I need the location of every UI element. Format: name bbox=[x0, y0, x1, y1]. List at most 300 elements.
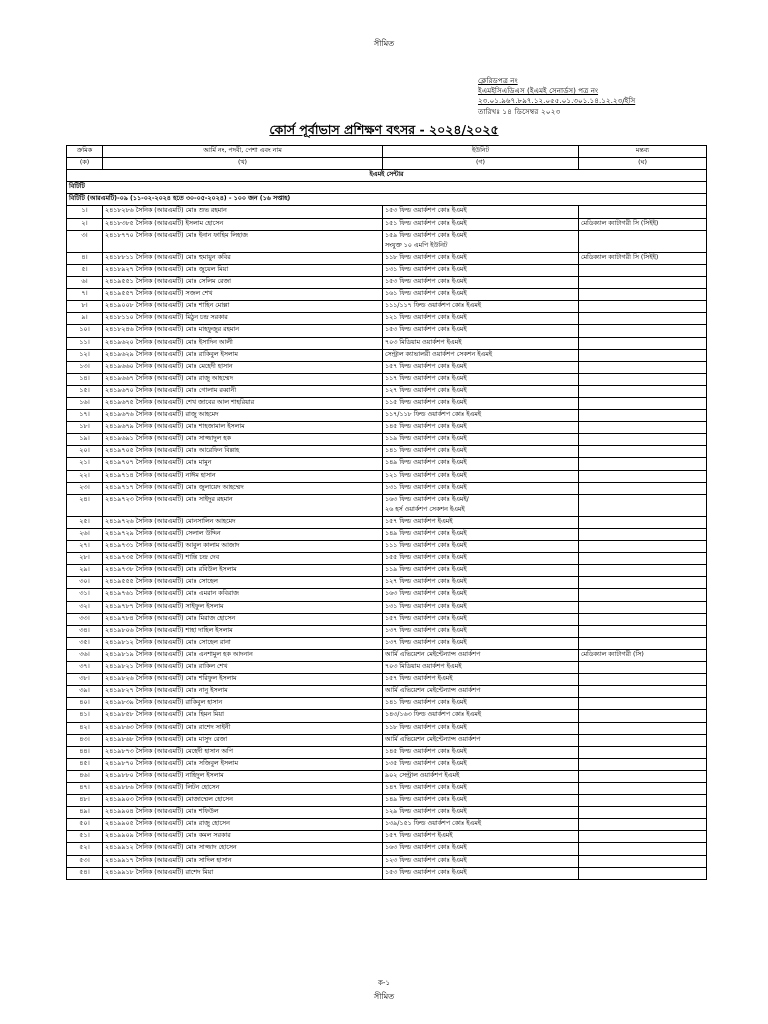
row-serial: ৩৭। bbox=[67, 662, 103, 674]
row-unit bbox=[383, 277, 579, 289]
row-name: ২৪১৮২৪৬ সৈনিক (আরএমটি) মোঃ মাহফুজুর রহমান bbox=[103, 325, 383, 337]
row-unit-line: ১৩৭ ফিল্ড ওয়ার্কশপ কোঃ ইএমই bbox=[385, 626, 467, 634]
row-name: ২৪১৯৭০৫ সৈনিক (আরএমটি) মোঃ আরেফিন বিল্লাহ bbox=[103, 446, 383, 458]
row-name: ২৪১৯৫৫৫ সৈনিক (আরএমটি) মোঃ সোহেল bbox=[103, 577, 383, 589]
table-row bbox=[67, 746, 707, 758]
table-row bbox=[67, 807, 707, 819]
row-serial: ১৬। bbox=[67, 397, 103, 409]
row-unit-line: ১৪১ ফিল্ড ওয়ার্কশপ কোঃ ইএমই bbox=[385, 699, 467, 707]
table-row bbox=[67, 349, 707, 361]
table-row bbox=[67, 422, 707, 434]
row-unit bbox=[383, 361, 579, 373]
table-row bbox=[67, 686, 707, 698]
row-serial: ৪৬। bbox=[67, 770, 103, 782]
row-serial: ১৫। bbox=[67, 385, 103, 397]
row-serial: ৩৬। bbox=[67, 649, 103, 661]
row-serial: ২৮। bbox=[67, 553, 103, 565]
table-row bbox=[67, 565, 707, 577]
table-row bbox=[67, 218, 707, 230]
ref-line-2: ইএমইসিএডিএস (ইএমই সেনার্ডস) পত্র নং bbox=[478, 86, 599, 96]
row-unit-line: ১৫৩ ফিল্ড ওয়ার্কশপ কোঃ ইএমই bbox=[385, 278, 467, 286]
row-unit-line: ১৫৩ ফিল্ড ওয়ার্কশপ কোঃ ইএমই bbox=[385, 868, 467, 876]
table-row bbox=[67, 843, 707, 855]
row-unit bbox=[383, 529, 579, 541]
table-row bbox=[67, 206, 707, 218]
row-serial: ৫। bbox=[67, 264, 103, 276]
row-unit-line: ১৩৯/১৫১ ফিল্ড ওয়ার্কশপ কোঃ ইএমই bbox=[385, 820, 482, 828]
row-remark bbox=[579, 782, 707, 794]
ref-date bbox=[478, 107, 635, 117]
row-serial: ৪৯। bbox=[67, 807, 103, 819]
table-row bbox=[67, 446, 707, 458]
row-unit bbox=[383, 613, 579, 625]
row-unit-line: আর্মি এভিয়েশন মেইন্টেন্যান্স ওয়ার্কশপ bbox=[385, 735, 481, 743]
row-remark bbox=[579, 529, 707, 541]
row-name: ২৪১৯৬২৯ সৈনিক (আরএমটি) মোঃ রাকিবুল ইসলাম bbox=[103, 349, 383, 361]
row-serial: ৪৪। bbox=[67, 746, 103, 758]
row-unit-line-2: সংযুক্ত ১০ এমপি ইউনিট bbox=[385, 241, 448, 249]
table-row bbox=[67, 722, 707, 734]
row-remark bbox=[579, 807, 707, 819]
row-serial: ৪৫। bbox=[67, 758, 103, 770]
row-unit-line-2: ২৬ হর্স ওয়ার্কশপ সেকশন ইএমই bbox=[385, 505, 465, 513]
table-row bbox=[67, 589, 707, 601]
row-name: ২৪১৯৭৩৮ সৈনিক (আরএমটি) মোঃ রবিউল ইসলাম bbox=[103, 565, 383, 577]
row-remark bbox=[579, 722, 707, 734]
table-row bbox=[67, 819, 707, 831]
row-name: ২৪১৯৭৩১ সৈনিক (আরএমটি) আবুল কালাম আজাদ bbox=[103, 541, 383, 553]
row-remark bbox=[579, 637, 707, 649]
row-serial: ২৩। bbox=[67, 482, 103, 494]
table-row bbox=[67, 577, 707, 589]
row-unit bbox=[383, 252, 579, 264]
row-name: ২৪১৮৭৭০ সৈনিক (আরএমটি) মোঃ ইনান ফাহিম লিহাজ bbox=[103, 230, 383, 252]
table-row bbox=[67, 410, 707, 422]
row-name: ২৪১৯৭১৭ সৈনিক (আরএমটি) মোঃ জুলায়েদ আহম্মেদ bbox=[103, 482, 383, 494]
row-unit-line: ১১৮ ফিল্ড ওয়ার্কশপ কোঃ ইএমই bbox=[385, 723, 467, 731]
table-row bbox=[67, 758, 707, 770]
row-remark bbox=[579, 855, 707, 867]
row-unit-line: ১১১/১১৭ ফিল্ড ওয়ার্কশপ কোঃ ইএমই bbox=[385, 302, 482, 310]
row-name: ২৪১৯৭২৬ সৈনিক (আরএমটি) মোনসালিন আহমেদ bbox=[103, 516, 383, 528]
row-remark bbox=[579, 565, 707, 577]
row-unit-line: ১৪৫ ফিল্ড ওয়ার্কশপ কোঃ ইএমই bbox=[385, 423, 467, 431]
subheader-gha: (ঘ) bbox=[579, 158, 707, 170]
row-unit-line: ১৬৩ ফিল্ড ওয়ার্কশপ কোঃ ইএমই bbox=[385, 590, 467, 598]
row-unit bbox=[383, 843, 579, 855]
row-unit bbox=[383, 577, 579, 589]
row-serial: ৬। bbox=[67, 277, 103, 289]
row-remark bbox=[579, 613, 707, 625]
row-unit bbox=[383, 218, 579, 230]
row-unit bbox=[383, 625, 579, 637]
row-serial: ১১। bbox=[67, 337, 103, 349]
row-remark bbox=[579, 819, 707, 831]
row-serial: ৭। bbox=[67, 289, 103, 301]
table-row bbox=[67, 867, 707, 879]
row-unit bbox=[383, 422, 579, 434]
header-name: আর্মি নং, পদবী, পেশা এবং নাম bbox=[103, 146, 383, 158]
row-remark bbox=[579, 686, 707, 698]
section-title: ইএমই সেন্টার bbox=[67, 170, 707, 182]
row-remark bbox=[579, 541, 707, 553]
row-unit-line: ১৬১ ফিল্ড ওয়ার্কশপ কোঃ ইএমই bbox=[385, 290, 467, 298]
course-table-body bbox=[67, 146, 707, 880]
row-remark bbox=[579, 446, 707, 458]
row-remark bbox=[579, 349, 707, 361]
row-unit-line: ১৫৭ ফিল্ড ওয়ার্কশপ ইএমই bbox=[385, 675, 453, 683]
table-row bbox=[67, 301, 707, 313]
row-serial: ১৮। bbox=[67, 422, 103, 434]
table-row bbox=[67, 674, 707, 686]
row-name: ২৪১৮২৮৬ সৈনিক (আরএমটি) মোঃ শুভ রহমান bbox=[103, 206, 383, 218]
table-row bbox=[67, 831, 707, 843]
row-serial: ১৯। bbox=[67, 434, 103, 446]
row-name: ২৪১৯৮৮৬ সৈনিক (আরএমটি) লিটন হোসেন bbox=[103, 782, 383, 794]
row-serial: ২। bbox=[67, 218, 103, 230]
row-name: ২৪১৯৯০৪ সৈনিক (আরএমটি) মোঃ শফিউল bbox=[103, 807, 383, 819]
row-unit bbox=[383, 397, 579, 409]
table-row bbox=[67, 649, 707, 661]
row-name: ২৪১৯৭২৩ সৈনিক (আরএমটি) মোঃ সাইদুর রহমান bbox=[103, 494, 383, 516]
row-remark bbox=[579, 698, 707, 710]
row-remark bbox=[579, 601, 707, 613]
row-unit bbox=[383, 516, 579, 528]
row-serial: ৮। bbox=[67, 301, 103, 313]
row-name: ২৪১৯০০৮ সৈনিক (আরএমটি) মোঃ শাহিন মোল্লা bbox=[103, 301, 383, 313]
row-serial: ১৪। bbox=[67, 373, 103, 385]
row-unit-line: ১৬৩ ফিল্ড ওয়ার্কশপ কোঃ ইএমই/ bbox=[385, 495, 469, 503]
row-unit-line: ১৩১ ফিল্ড ওয়ার্কশপ কোঃ ইএমই bbox=[385, 265, 467, 273]
row-name: ২৪১৯৮৮০ সৈনিক (আরএমটি) নাহিদুল ইসলাম bbox=[103, 770, 383, 782]
row-name: ২৪১৯৮৫৮ সৈনিক (আরএমটি) মোঃ হিমন মিয়া bbox=[103, 710, 383, 722]
row-unit bbox=[383, 758, 579, 770]
row-serial: ৩০। bbox=[67, 577, 103, 589]
row-unit-line: ৭০৩ মিডিয়াম ওয়ার্কশপ ইএমই bbox=[385, 663, 462, 671]
row-name: ২৪১৯৮৬৩ সৈনিক (আরএমটি) মোঃ রাশেদ সাইনী bbox=[103, 722, 383, 734]
row-serial: ৪১। bbox=[67, 710, 103, 722]
course-row bbox=[67, 194, 707, 206]
row-serial: ২৬। bbox=[67, 529, 103, 541]
row-serial: ১৩। bbox=[67, 361, 103, 373]
row-name: ২৪১৯৯১৭ সৈনিক (আরএমটি) মোঃ সাদিল হাসান bbox=[103, 855, 383, 867]
row-unit-line: ১৪৯ ফিল্ড ওয়ার্কশপ কোঃ ইএমই bbox=[385, 459, 467, 467]
ref-line-3: ২৩.০১.৯৬৭.৮৯৭.১২.০৫৫.০১.৩০১.১৪.১২.২৩/ইসি bbox=[478, 96, 636, 106]
row-unit bbox=[383, 325, 579, 337]
row-remark bbox=[579, 770, 707, 782]
row-remark bbox=[579, 831, 707, 843]
row-unit bbox=[383, 385, 579, 397]
row-unit bbox=[383, 722, 579, 734]
reference-block bbox=[478, 76, 635, 117]
row-remark bbox=[579, 434, 707, 446]
ref-line-1: ক্লেরিডপত্র নং bbox=[478, 76, 518, 85]
subheader-kha: (খ) bbox=[103, 158, 383, 170]
row-unit-line: ১১৯ ফিল্ড ওয়ার্কশপ কোঃ ইএমই bbox=[385, 566, 467, 574]
row-remark bbox=[579, 361, 707, 373]
row-unit bbox=[383, 746, 579, 758]
row-name: ২৪১৯৭৬১ সৈনিক (আরএমটি) মোঃ এমরান কবিরাজ bbox=[103, 589, 383, 601]
row-unit-line: ৯০২ সেন্ট্রাল ওয়ার্কশপ ইএমই bbox=[385, 771, 460, 779]
row-unit-line: ১৫৭ ফিল্ড ওয়ার্কশপ ইএমই bbox=[385, 517, 453, 525]
table-row bbox=[67, 482, 707, 494]
row-unit-line: ১৪৫ ফিল্ড ওয়ার্কশপ কোঃ ইএমই bbox=[385, 747, 467, 755]
table-row bbox=[67, 397, 707, 409]
subheader-ga: (গ) bbox=[383, 158, 579, 170]
row-unit bbox=[383, 734, 579, 746]
row-serial: ৪। bbox=[67, 252, 103, 264]
table-row bbox=[67, 252, 707, 264]
row-remark bbox=[579, 710, 707, 722]
table-row bbox=[67, 541, 707, 553]
row-serial: ৩৫। bbox=[67, 637, 103, 649]
row-remark bbox=[579, 301, 707, 313]
row-unit bbox=[383, 674, 579, 686]
row-name: ২৪১৯৬৭৬ সৈনিক (আরএমটি) রাজু আহমেদ bbox=[103, 410, 383, 422]
row-unit-line: ১২১ ফিল্ড ওয়ার্কশপ কোঃ ইএমই bbox=[385, 314, 467, 322]
row-unit-line: ১২৭ ফিল্ড ওয়ার্কশপ কোঃ ইএমই bbox=[385, 386, 467, 394]
row-serial: ৪৮। bbox=[67, 795, 103, 807]
row-name: ২৪১৯৫৫৭ সৈনিক (আরএমটি) সজল শেখ bbox=[103, 289, 383, 301]
date-value: ১৪ ডিসেম্বর ২০২৩ bbox=[502, 106, 561, 116]
table-row bbox=[67, 458, 707, 470]
row-unit bbox=[383, 819, 579, 831]
row-unit-line: ১১১ ফিল্ড ওয়ার্কশপ কোঃ ইএমই bbox=[385, 542, 467, 550]
row-unit bbox=[383, 589, 579, 601]
date-label: তারিখঃ bbox=[478, 106, 501, 116]
subheader-ka: (ক) bbox=[67, 158, 103, 170]
row-unit bbox=[383, 206, 579, 218]
page-title: কোর্স পূর্বাভাস প্রশিক্ষণ বৎসর - ২০২৪/২০২৫ bbox=[269, 122, 499, 137]
row-unit bbox=[383, 301, 579, 313]
section-row bbox=[67, 170, 707, 182]
row-remark bbox=[579, 313, 707, 325]
row-remark bbox=[579, 625, 707, 637]
classification-top: সীমিত bbox=[373, 39, 395, 48]
course-table bbox=[66, 145, 707, 880]
row-serial: ১৭। bbox=[67, 410, 103, 422]
row-name: ২৪১৯৮০৬ সৈনিক (আরএমটি) শাহা দাহিল ইসলাম bbox=[103, 625, 383, 637]
row-name: ২৪১৯৬৬০ সৈনিক (আরএমটি) মোঃ মেহেদী হাসান bbox=[103, 361, 383, 373]
row-unit-line: ১১৯ ফিল্ড ওয়ার্কশপ কোঃ ইএমই bbox=[385, 435, 467, 443]
row-name: ২৪১৯৬৯১ সৈনিক (আরএমটি) মোঃ সাজ্জাদুল হক bbox=[103, 434, 383, 446]
table-row bbox=[67, 289, 707, 301]
row-name: ২৪১৯৭২৯ সৈনিক (আরএমটি) সেলাল উদ্দিন bbox=[103, 529, 383, 541]
table-row bbox=[67, 516, 707, 528]
row-serial: ৪২। bbox=[67, 722, 103, 734]
row-remark bbox=[579, 674, 707, 686]
header-serial: ক্রমিক bbox=[67, 146, 103, 158]
row-name: ২৪১৯৬৬৭ সৈনিক (আরএমটি) মোঃ রাজু আহম্মেদ bbox=[103, 373, 383, 385]
row-unit bbox=[383, 770, 579, 782]
table-row bbox=[67, 361, 707, 373]
row-unit bbox=[383, 649, 579, 661]
row-name: ২৪১৯৮৬৮ সৈনিক (আরএমটি) মোঃ মাসুদ রেজা bbox=[103, 734, 383, 746]
row-unit-line: ১৫৭ ফিল্ড ওয়ার্কশপ কোঃ ইএমই bbox=[385, 614, 467, 622]
row-unit bbox=[383, 637, 579, 649]
row-name: ২৪১৯৯০৯ সৈনিক (আরএমটি) মোঃ কমল সরকার bbox=[103, 831, 383, 843]
row-name: ২৪১৯৭০৭ সৈনিক (আরএমটি) মোঃ মামুন bbox=[103, 458, 383, 470]
row-remark bbox=[579, 516, 707, 528]
table-row bbox=[67, 795, 707, 807]
row-serial: ৩২। bbox=[67, 601, 103, 613]
row-remark bbox=[579, 373, 707, 385]
row-unit bbox=[383, 867, 579, 879]
table-row bbox=[67, 601, 707, 613]
row-serial: ৫৪। bbox=[67, 867, 103, 879]
row-unit bbox=[383, 698, 579, 710]
row-remark bbox=[579, 494, 707, 516]
row-unit bbox=[383, 686, 579, 698]
row-name: ২৪১৯৫৫১ সৈনিক (আরএমটি) মোঃ সেলিম রেজা bbox=[103, 277, 383, 289]
row-serial: ৫৩। bbox=[67, 855, 103, 867]
row-unit-line: ১৫৫ ফিল্ড ওয়ার্কশপ কোঃ ইএমই bbox=[385, 554, 467, 562]
row-unit-line: ১২১ ফিল্ড ওয়ার্কশপ কোঃ ইএমই bbox=[385, 471, 467, 479]
row-name: ২৪১৯৭১৪ সৈনিক (আরএমটি) নাঈম হাসান bbox=[103, 470, 383, 482]
table-header-row bbox=[67, 146, 707, 158]
row-serial: ৫২। bbox=[67, 843, 103, 855]
row-serial: ২৫। bbox=[67, 516, 103, 528]
row-unit-line: আর্মি এভিয়েশন মেইন্টেন্যান্স ওয়ার্কশপ bbox=[385, 650, 481, 658]
row-unit-line: ১৩১ ফিল্ড ওয়ার্কশপ কোঃ ইএমই bbox=[385, 483, 467, 491]
row-unit-line: ১৪৩/১৬৩ ফিল্ড ওয়ার্কশপ কোঃ ইএমই bbox=[385, 711, 482, 719]
row-name: ২৪১৮১১০ সৈনিক (আরএমটি) মিঠুন চন্দ্র সরকার bbox=[103, 313, 383, 325]
table-row bbox=[67, 710, 707, 722]
row-remark bbox=[579, 589, 707, 601]
row-unit bbox=[383, 264, 579, 276]
row-unit-line: ১১৭ ফিল্ড ওয়ার্কশপ কোঃ ইএমই bbox=[385, 374, 467, 382]
row-serial: ৫১। bbox=[67, 831, 103, 843]
table-row bbox=[67, 325, 707, 337]
row-serial: ১২। bbox=[67, 349, 103, 361]
row-unit bbox=[383, 855, 579, 867]
row-name: ২৪১৮৩৮৫ সৈনিক (আরএমটি) ইসলাম হোসেন bbox=[103, 218, 383, 230]
row-serial: ২১। bbox=[67, 458, 103, 470]
row-name: ২৪১৯৮২১ সৈনিক (আরএমটি) মোঃ রাকিল শেখ bbox=[103, 662, 383, 674]
row-serial: ১। bbox=[67, 206, 103, 218]
row-unit-line: ১৩৭ ফিল্ড ওয়ার্কশপ কোঃ ইএমই bbox=[385, 638, 467, 646]
row-serial: ৩। bbox=[67, 230, 103, 252]
row-name: ২৪১৯৯০৩ সৈনিক (আরএমটি) মোজাম্মেল হোসেন bbox=[103, 795, 383, 807]
row-unit bbox=[383, 482, 579, 494]
page-number: ক-১ bbox=[378, 979, 390, 987]
row-unit bbox=[383, 782, 579, 794]
row-unit bbox=[383, 662, 579, 674]
row-name: ২৪১৮৮১১ সৈনিক (আরএমটি) মোঃ হুমায়ুন কবির bbox=[103, 252, 383, 264]
row-remark bbox=[579, 337, 707, 349]
table-row bbox=[67, 277, 707, 289]
row-remark bbox=[579, 397, 707, 409]
row-remark bbox=[579, 734, 707, 746]
row-remark bbox=[579, 206, 707, 218]
row-unit bbox=[383, 541, 579, 553]
row-name: ২৪১৯৬৭৯ সৈনিক (আরএমটি) মোঃ শাহজামাল ইসলাম bbox=[103, 422, 383, 434]
row-unit bbox=[383, 337, 579, 349]
row-unit-line: ১৫৩ ফিল্ড ওয়ার্কশপ কোঃ ইএমই bbox=[385, 326, 467, 334]
row-remark bbox=[579, 577, 707, 589]
row-unit bbox=[383, 434, 579, 446]
row-serial: ৪৩। bbox=[67, 734, 103, 746]
row-unit bbox=[383, 553, 579, 565]
table-row bbox=[67, 494, 707, 516]
row-remark bbox=[579, 458, 707, 470]
row-remark bbox=[579, 795, 707, 807]
row-serial: ২৯। bbox=[67, 565, 103, 577]
row-unit-line: ১১৫ ফিল্ড ওয়ার্কশপ কোঃ ইএমই bbox=[385, 398, 467, 406]
row-serial: ৯। bbox=[67, 313, 103, 325]
row-remark: মেডিক্যাল ক্যাটাগরী (সি) bbox=[579, 649, 707, 661]
row-unit-line: ১৫৭ ফিল্ড ওয়ার্কশপ ইএমই bbox=[385, 832, 453, 840]
row-unit-line: ১৫১ ফিল্ড ওয়ার্কশপ কোঃ ইএমই bbox=[385, 219, 467, 227]
table-row bbox=[67, 770, 707, 782]
table-row bbox=[67, 470, 707, 482]
table-row bbox=[67, 625, 707, 637]
row-name: ২৪১৮৯২৭ সৈনিক (আরএমটি) মোঃ জুয়েল মিয়া bbox=[103, 264, 383, 276]
row-name: ২৪১৯৮৩৯ সৈনিক (আরএমটি) রাকিবুল হাসান bbox=[103, 698, 383, 710]
row-name: ২৪১৯৬২০ সৈনিক (আরএমটি) মোঃ ইসাদিন আলী bbox=[103, 337, 383, 349]
table-row bbox=[67, 313, 707, 325]
row-name: ২৪১৯৭৩৫ সৈনিক (আরএমটি) শান্তি চন্দ্র দেব bbox=[103, 553, 383, 565]
row-unit-line: ১৫৭ ফিল্ড ওয়ার্কশপ কোঃ ইএমই bbox=[385, 362, 467, 370]
course-title: বিটিটি (আরএমটি)-০৯ (১১-০২-২০২৪ হতে ৩০-০৫-২০২৪) - ১০০ জন (১৬ সপ্তাহ) bbox=[67, 194, 707, 206]
row-unit-line: ১৬৩ ফিল্ড ওয়ার্কশপ কোঃ ইএমই bbox=[385, 844, 467, 852]
row-unit-line: ১১৭/১১৮ ফিল্ড ওয়ার্কশপ কোঃ ইএমই bbox=[385, 411, 482, 419]
table-row bbox=[67, 782, 707, 794]
table-row bbox=[67, 734, 707, 746]
row-unit bbox=[383, 230, 579, 252]
row-remark bbox=[579, 662, 707, 674]
row-unit-line: ১৫৯ ফিল্ড ওয়ার্কশপ কোঃ ইএমই bbox=[385, 231, 467, 239]
row-unit bbox=[383, 494, 579, 516]
header-unit: ইউনিট bbox=[383, 146, 579, 158]
row-remark bbox=[579, 230, 707, 252]
row-unit bbox=[383, 807, 579, 819]
row-remark bbox=[579, 482, 707, 494]
row-serial: ৩৯। bbox=[67, 686, 103, 698]
row-unit bbox=[383, 410, 579, 422]
row-remark bbox=[579, 385, 707, 397]
row-unit-line: আর্মি এভিয়েশন মেইন্টেন্যান্স ওয়ার্কশপ bbox=[385, 687, 481, 695]
row-unit-line: ৭০৩ মিডিয়াম ওয়ার্কশপ ইএমই bbox=[385, 338, 462, 346]
row-remark bbox=[579, 470, 707, 482]
row-unit-line: সেন্ট্রাল ক্যাভালরী ওয়ার্কশপ সেকশন ইএমই bbox=[385, 350, 493, 358]
row-unit bbox=[383, 710, 579, 722]
row-name: ২৪১৯৮২৬ সৈনিক (আরএমটি) মোঃ শরিফুল ইসলাম bbox=[103, 674, 383, 686]
row-unit-line: ১৪৯ ফিল্ড ওয়ার্কশপ কোঃ ইএমই bbox=[385, 530, 467, 537]
row-unit-line: ১২৯ ফিল্ড ওয়ার্কশপ কোঃ ইএমই bbox=[385, 808, 467, 816]
row-unit-line: ১৩১ ফিল্ড ওয়ার্কশপ কোঃ ইএমই bbox=[385, 602, 467, 610]
row-name: ২৪১৯৬৭০ সৈনিক (আরএমটি) মোঃ গোলাম রব্বানী bbox=[103, 385, 383, 397]
row-remark bbox=[579, 264, 707, 276]
table-row bbox=[67, 230, 707, 252]
row-unit-line: ১৪৯ ফিল্ড ওয়ার্কশপ কোঃ ইএমই bbox=[385, 796, 467, 804]
row-serial: ১০। bbox=[67, 325, 103, 337]
row-remark bbox=[579, 843, 707, 855]
row-name: ২৪১৯৯১২ সৈনিক (আরএমটি) মোঃ সাজ্জাদ হোসেন bbox=[103, 843, 383, 855]
row-serial: ৪০। bbox=[67, 698, 103, 710]
row-unit bbox=[383, 458, 579, 470]
row-serial: ২৭। bbox=[67, 541, 103, 553]
row-unit bbox=[383, 601, 579, 613]
table-row bbox=[67, 434, 707, 446]
row-name: ২৪১৯৯০৫ সৈনিক (আরএমটি) মোঃ রাজু হোসেন bbox=[103, 819, 383, 831]
row-remark: মেডিক্যাল ক্যাটাগরী সি (সিইই) bbox=[579, 218, 707, 230]
group-row bbox=[67, 182, 707, 194]
table-row bbox=[67, 662, 707, 674]
row-unit-line: ১২৩ ফিল্ড ওয়ার্কশপ কোঃ ইএমই bbox=[385, 856, 467, 864]
row-serial: ৪৭। bbox=[67, 782, 103, 794]
table-row bbox=[67, 264, 707, 276]
